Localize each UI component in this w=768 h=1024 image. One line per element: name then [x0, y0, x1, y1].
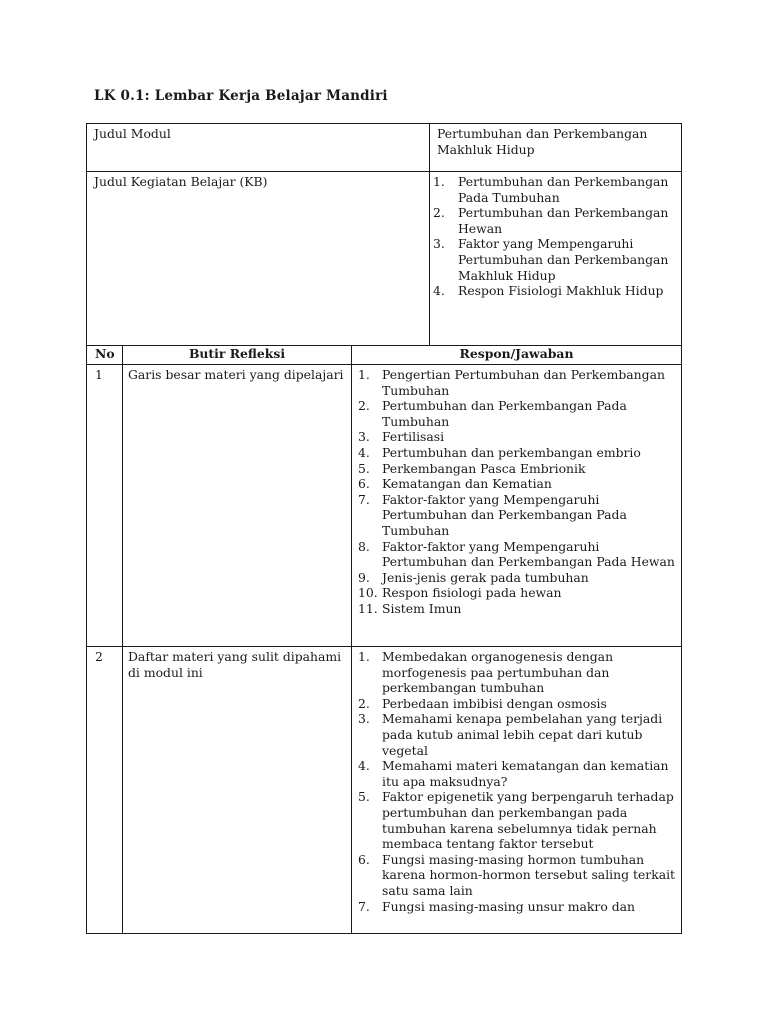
- list-item-text: Faktor epigenetik yang berpengaruh terhadap pertumbuhan dan perkembangan pada tumbuhan karena sebelumnya tidak pernah membaca tentang faktor tersebut: [382, 789, 674, 852]
- list-item-text: Sistem Imun: [382, 600, 462, 616]
- module-row: [87, 124, 682, 172]
- list-item-number: 4.: [433, 283, 445, 299]
- list-item-number: 7.: [358, 898, 370, 914]
- list-item-text: Respon fisiologi pada hewan: [382, 585, 562, 601]
- list-item: [433, 236, 677, 283]
- table-row: [87, 647, 682, 934]
- row-number: 2: [87, 647, 123, 934]
- header-row: [87, 346, 682, 365]
- list-item-number: 8.: [358, 538, 370, 554]
- kb-label: Judul Kegiatan Belajar (KB): [87, 172, 430, 346]
- list-item-number: 2.: [358, 398, 370, 414]
- list-item: [358, 429, 677, 445]
- list-item-text: Pertumbuhan dan Perkembangan Pada Tumbuhan: [382, 398, 627, 429]
- list-item-text: Faktor yang Mempengaruhi Pertumbuhan dan Perkembangan Makhluk Hidup: [458, 236, 669, 283]
- list-item: [433, 205, 677, 236]
- list-item: [358, 585, 677, 601]
- list-item-text: Faktor-faktor yang Mempengaruhi Pertumbuhan dan Perkembangan Pada Hewan: [382, 538, 675, 570]
- list-item-text: Respon Fisiologi Makhluk Hidup: [458, 283, 664, 299]
- list-item-number: 3.: [433, 236, 445, 252]
- header-item: Butir Refleksi: [123, 346, 352, 365]
- reflection-table: [86, 345, 682, 934]
- list-item-number: 7.: [358, 491, 370, 507]
- list-item: [358, 367, 677, 398]
- table-row: [87, 365, 682, 647]
- reflection-item: Garis besar materi yang dipelajari: [123, 365, 352, 647]
- list-item-text: Pengertian Pertumbuhan dan Perkembangan Tumbuhan: [382, 367, 665, 398]
- list-item-text: Membedakan organogenesis dengan morfogenesis paa pertumbuhan dan perkembangan tumbuhan: [382, 649, 614, 696]
- list-item: [358, 758, 677, 789]
- kb-list: [433, 174, 677, 299]
- list-item-number: 5.: [358, 789, 370, 805]
- module-value: Pertumbuhan dan Perkembangan Makhluk Hidup: [430, 124, 682, 172]
- module-label: Judul Modul: [87, 124, 430, 172]
- list-item-number: 1.: [358, 367, 370, 382]
- list-item-number: 2.: [433, 205, 445, 221]
- list-item: [358, 852, 677, 899]
- list-item: [358, 601, 677, 617]
- list-item-text: Pertumbuhan dan Perkembangan Pada Tumbuhan: [458, 174, 669, 205]
- list-item: [358, 899, 677, 915]
- list-item: [358, 649, 677, 696]
- list-item: [358, 492, 677, 539]
- list-item-number: 10.: [358, 585, 378, 601]
- list-item-number: 3.: [358, 711, 370, 727]
- header-response: Respon/Jawaban: [352, 346, 682, 365]
- list-item: [358, 570, 677, 586]
- reflection-item: Daftar materi yang sulit dipahami di modul ini: [123, 647, 352, 934]
- list-item-number: 5.: [358, 460, 370, 476]
- list-item: [358, 445, 677, 461]
- list-item-text: Fungsi masing-masing hormon tumbuhan karena hormon-hormon tersebut saling terkait satu sama lain: [382, 851, 676, 898]
- list-item-text: Memahami kenapa pembelahan yang terjadi pada kutub animal lebih cepat dari kutub vegetal: [382, 711, 663, 758]
- list-item: [358, 461, 677, 477]
- response-cell: [352, 365, 682, 647]
- module-info-table: [86, 123, 682, 346]
- list-item-text: Fertilisasi: [382, 429, 445, 445]
- response-list: [358, 649, 677, 914]
- kb-list-cell: [430, 172, 682, 346]
- list-item-text: Pertumbuhan dan perkembangan embrio: [382, 444, 641, 460]
- response-cell: [352, 647, 682, 934]
- list-item-text: Faktor-faktor yang Mempengaruhi Pertumbuhan dan Perkembangan Pada Tumbuhan: [382, 491, 627, 538]
- list-item: [358, 398, 677, 429]
- list-item-number: 9.: [358, 569, 370, 585]
- list-item-text: Jenis-jenis gerak pada tumbuhan: [382, 569, 589, 585]
- list-item-number: 4.: [358, 758, 370, 774]
- list-item: [358, 789, 677, 851]
- list-item-text: Fungsi masing-masing unsur makro dan: [382, 898, 636, 914]
- list-item: [358, 476, 677, 492]
- list-item-number: 1.: [433, 174, 445, 189]
- list-item-text: Kematangan dan Kematian: [382, 476, 552, 492]
- row-number: 1: [87, 365, 123, 647]
- list-item: [433, 174, 677, 205]
- list-item-number: 6.: [358, 851, 370, 867]
- header-no: No: [87, 346, 123, 365]
- list-item-number: 6.: [358, 476, 370, 492]
- list-item: [358, 696, 677, 712]
- list-item-number: 1.: [358, 649, 370, 664]
- list-item: [358, 711, 677, 758]
- list-item-number: 3.: [358, 429, 370, 445]
- list-item-number: 4.: [358, 444, 370, 460]
- list-item: [433, 283, 677, 299]
- list-item-number: 2.: [358, 695, 370, 711]
- worksheet-title: LK 0.1: Lembar Kerja Belajar Mandiri: [94, 88, 388, 104]
- response-list: [358, 367, 677, 617]
- list-item-text: Memahami materi kematangan dan kematian itu apa maksudnya?: [382, 758, 669, 789]
- kb-row: [87, 172, 682, 346]
- list-item-text: Perkembangan Pasca Embrionik: [382, 460, 586, 476]
- list-item-text: Perbedaan imbibisi dengan osmosis: [382, 695, 607, 711]
- list-item-text: Pertumbuhan dan Perkembangan Hewan: [458, 205, 669, 236]
- list-item: [358, 539, 677, 570]
- list-item-number: 11.: [358, 600, 378, 616]
